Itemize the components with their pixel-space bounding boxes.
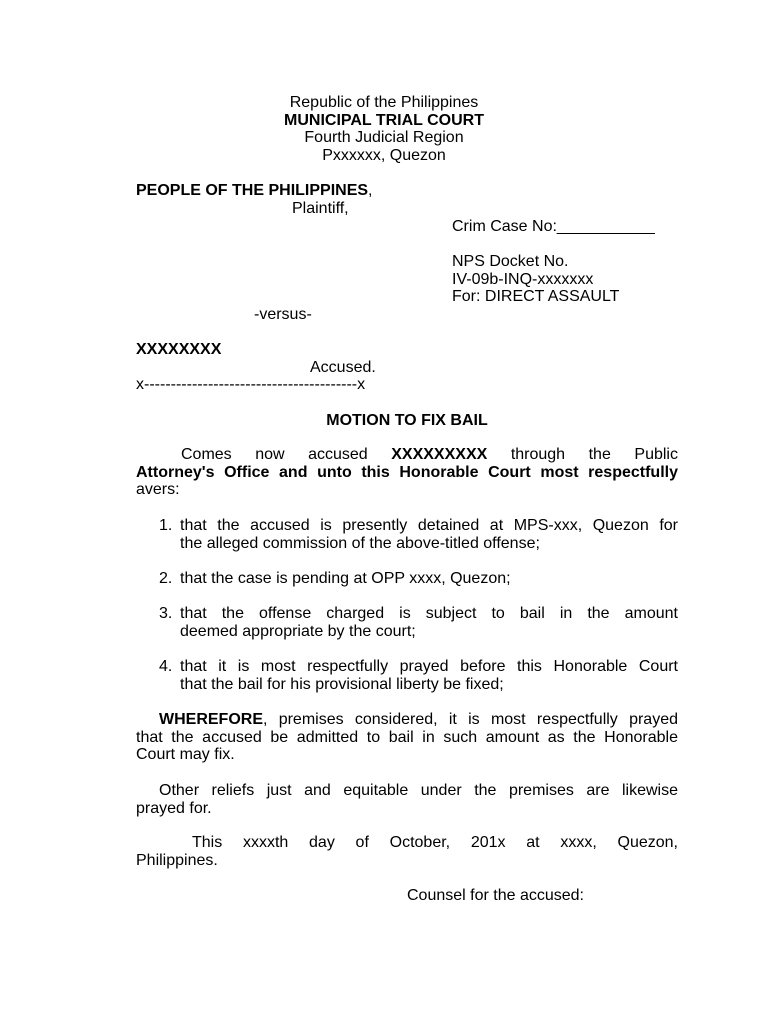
list-number: 2. bbox=[159, 570, 173, 587]
reliefs-line-2: prayed for. bbox=[136, 799, 212, 817]
list-text-line: deemed appropriate by the court; bbox=[180, 622, 416, 640]
plaintiff-role: Plaintiff, bbox=[292, 200, 349, 217]
intro-line-2: Attorney's Office and unto this Honorable Court most respectfully bbox=[136, 463, 678, 481]
list-text-line: that the accused is presently detained at MPS-xxx, Quezon for bbox=[180, 517, 678, 534]
location-line: Pxxxxxx, Quezon bbox=[322, 146, 446, 164]
list-text-line: that the bail for his provisional liberty be fixed; bbox=[180, 675, 504, 693]
counsel-label: Counsel for the accused: bbox=[407, 887, 584, 904]
wherefore-lead: WHEREFORE bbox=[159, 711, 263, 728]
list-number: 3. bbox=[159, 605, 173, 622]
list-item bbox=[159, 605, 678, 640]
accused-name: XXXXXXXX bbox=[136, 341, 222, 358]
nps-docket-label: NPS Docket No. bbox=[452, 253, 569, 270]
intro-paragraph bbox=[136, 446, 678, 499]
nps-docket-number: IV-09b-INQ-xxxxxxx bbox=[452, 270, 594, 288]
nps-docket-block bbox=[452, 253, 619, 306]
list-text-line: that the case is pending at OPP xxxx, Quezon; bbox=[180, 570, 511, 587]
reliefs-paragraph bbox=[136, 782, 678, 817]
list-text-line: that it is most respectfully prayed before this Honorable Court bbox=[180, 658, 678, 675]
plaintiff-name: PEOPLE OF THE PHILIPPINES, bbox=[136, 182, 373, 199]
list-text-line: the alleged commission of the above-titled offense; bbox=[180, 534, 540, 552]
accused-name-inline: XXXXXXXXX bbox=[391, 446, 488, 463]
list-item bbox=[159, 658, 678, 693]
list-item bbox=[159, 517, 678, 552]
caption-separator: x----------------------------------------x bbox=[136, 376, 366, 393]
dateline-line-2: Philippines. bbox=[136, 851, 218, 869]
crim-case-number: Crim Case No:___________ bbox=[452, 218, 655, 235]
intro-line-1: Comes now accused XXXXXXXXX through the Public bbox=[181, 446, 678, 463]
court-name: MUNICIPAL TRIAL COURT bbox=[284, 111, 484, 129]
wherefore-line-1: WHEREFORE, premises considered, it is most respectfully prayed bbox=[159, 711, 678, 728]
list-item bbox=[159, 570, 678, 588]
offense-line: For: DIRECT ASSAULT bbox=[452, 288, 620, 305]
dateline-paragraph bbox=[136, 834, 678, 869]
accused-role: Accused. bbox=[310, 359, 376, 376]
list-number: 1. bbox=[159, 517, 173, 534]
wherefore-paragraph bbox=[136, 711, 678, 764]
wherefore-line-3: Court may fix. bbox=[136, 746, 235, 763]
list-number: 4. bbox=[159, 658, 173, 675]
intro-line-3: avers: bbox=[136, 481, 180, 498]
court-header bbox=[209, 94, 559, 164]
list-text-line: that the offense charged is subject to bail in the amount bbox=[180, 605, 678, 622]
dateline-line-1: This xxxxth day of October, 201x at xxxx, Quezon, bbox=[192, 834, 678, 851]
versus-line: -versus- bbox=[254, 306, 312, 323]
reliefs-line-1: Other reliefs just and equitable under the premises are likewise bbox=[159, 782, 678, 799]
motion-title: MOTION TO FIX BAIL bbox=[326, 412, 488, 429]
republic-line: Republic of the Philippines bbox=[289, 94, 479, 111]
region-line: Fourth Judicial Region bbox=[304, 129, 464, 146]
wherefore-line-2: that the accused be admitted to bail in such amount as the Honorable bbox=[136, 728, 678, 746]
